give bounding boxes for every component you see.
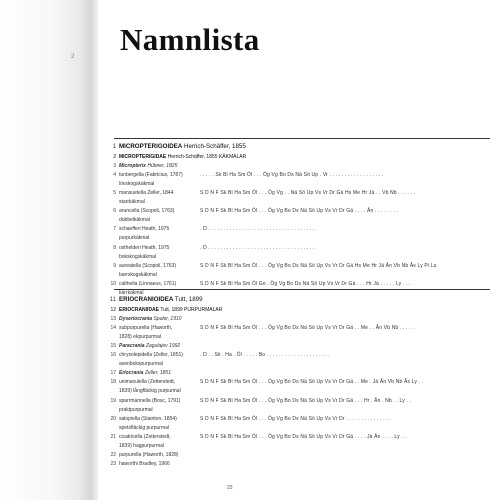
taxon-row — [100, 451, 500, 460]
taxon-row — [100, 271, 500, 280]
page-title: Namnlista — [120, 22, 260, 57]
taxon-row — [100, 324, 500, 333]
province-status: . . . . . Sk Bl Ha Sm Öl . . . Ög Vg Bo Ds Nä Sö Up . Vr . . . . . . . . . . . . . . . . . . — [200, 171, 384, 178]
taxon-number: 21 — [110, 433, 116, 440]
taxon-row — [100, 162, 500, 171]
book-spine-shadow — [0, 0, 98, 500]
margin-mark: 2 — [71, 54, 75, 60]
taxon-name: lövskogskäkmal — [119, 180, 155, 187]
taxon-row — [100, 460, 500, 469]
taxon-number: 4 — [113, 171, 116, 178]
taxon-name: haworthi Bradley, 1966 — [119, 461, 170, 468]
taxon-number: 12 — [110, 306, 116, 313]
page-number: 23 — [227, 485, 233, 491]
province-status: . D . . . . . . . . . . . . . . . . . . . . . . . . . . . . . . . . . . . — [200, 244, 315, 251]
taxon-name: salopiella (Stainton, 1854) — [119, 415, 177, 422]
taxon-row — [100, 406, 500, 415]
taxon-row — [100, 294, 500, 305]
taxon-row — [100, 424, 500, 433]
taxon-name: osthelderi Heath, 1975 — [119, 244, 170, 251]
taxon-name: chrysolepidella (Zeller, 1851) — [119, 352, 183, 358]
taxon-row — [100, 244, 500, 253]
taxon-row — [100, 333, 500, 342]
taxon-name: Micropterix Hübner, 1825 — [119, 162, 178, 169]
taxon-number: 14 — [110, 324, 116, 331]
taxon-name: subpurpurella (Haworth, — [119, 324, 173, 331]
taxon-number: 7 — [113, 226, 116, 233]
taxon-name: 1839) långfläckig purpurmal — [119, 388, 181, 395]
taxon-row — [100, 180, 500, 189]
taxon-name: avenbokspurpurmal — [119, 361, 163, 368]
taxon-number: 10 — [110, 280, 116, 287]
taxon-number: 9 — [113, 262, 116, 269]
taxon-name: dubbelkäkmal — [119, 217, 150, 224]
taxon-row — [100, 369, 500, 378]
taxon-name: mansuetella Zeller, 1844 — [119, 189, 174, 196]
province-status: S D N F Sk Bl Ha Sm Öl Go . Ög Vg Bo Ds Nä Sö Up Vs Vr Dr Gä . . . Hr Jä . . . . . Ly . . . — [200, 280, 411, 287]
taxon-name: unimaculella (Zetterstedt, — [119, 379, 176, 386]
taxon-name: Paracrania Zagulajev 1992 — [119, 342, 181, 349]
province-status: S D N F Sk Bl Ha Sm Öl . . . Ög Vg Bo Ds Nä Sö Up Vs Vr Dr Gä . . . . Jä Ån . . . . Ly . . — [200, 433, 406, 440]
taxon-row — [100, 216, 500, 225]
taxon-number: 23 — [110, 461, 116, 468]
taxon-name: MICROPTERIGOIDEA Herrich-Schäffer, 1855 — [119, 143, 246, 150]
taxon-number: 6 — [113, 208, 116, 215]
taxon-name: starrkäkmal — [119, 199, 145, 205]
taxon-number: 18 — [110, 379, 116, 386]
taxon-row — [100, 351, 500, 360]
taxon-number: 5 — [113, 189, 116, 196]
province-status: S D N F Sk Bl Ha Sm Öl . . . Ög Vg Bo Ds Nä Sö Up Vs Vr Dr Gä . . Me . Jä Ån Vb Nb Ås Ly . . — [200, 379, 424, 386]
document-page — [100, 0, 500, 500]
taxon-row — [100, 207, 500, 216]
taxon-row — [100, 360, 500, 369]
taxon-number: 20 — [110, 415, 116, 422]
taxon-name: sparrmannella (Bosc, 1791) — [119, 397, 181, 404]
province-status: S D N F Sk Bl Ha Sm Öl . . . Ög Vg Bo Ds Nä Sö Up Vs Vr Dr Gä . . . Hr . Ån . Nb . . Ly . . — [200, 397, 412, 404]
taxon-row — [100, 171, 500, 180]
taxon-number: 8 — [113, 244, 116, 251]
province-status: S D N F Sk Bl Ha Sm Öl . . . Ög Vg . . Nä Sö Up Vs Vr Dr Gä Hs Me Hr Jä . . Vb Nb . . . . . . — [200, 189, 416, 196]
taxon-name: barrskogskäkmal — [119, 271, 157, 278]
taxon-number: 1 — [112, 143, 116, 150]
taxon-name: 1828) ekpurpurmal — [119, 333, 161, 340]
taxon-name: 1839) hagpurpurmal — [119, 443, 165, 449]
taxon-row — [100, 415, 500, 424]
taxon-name: ERIOCRANIIDAE Tutt, 1899 PURPURMALAR — [119, 306, 223, 313]
taxon-row — [100, 397, 500, 406]
taxon-row — [100, 234, 500, 243]
taxon-name: cicatricella (Zetterstedt, — [119, 433, 171, 440]
taxon-row — [100, 225, 500, 234]
taxon-row — [100, 189, 500, 198]
taxon-name: spetsfläckig purpurmal — [119, 424, 170, 431]
taxon-name: aureatella (Scopoli, 1763) — [119, 262, 176, 269]
taxon-name: tunbergella (Fabricius, 1787) — [119, 171, 183, 178]
taxon-row — [100, 306, 500, 315]
province-status: S D N F Sk Bl Ha Sm Öl . . . Ög Vg Bo Ds Nä Sö Up Vs Vr Dr Gä . . . . Ån . . . . . . . . — [200, 208, 399, 215]
taxon-name: MICROPTERIGIDAE Herrich-Schäffer, 1855 KÄKMALAR — [119, 153, 247, 160]
taxon-number: 13 — [110, 315, 116, 322]
taxon-name: aruncella (Scopoli, 1763) — [119, 208, 175, 215]
section-rule — [114, 138, 490, 139]
taxon-name: Eriocrania Zeller, 1851 — [119, 370, 171, 377]
province-status: S D N F Sk Bl Ha Sm Öl . . . Ög Vg Bo Ds Nä Sö Up Vs Vr Dr Gä . . Me . . Ån Vb Nb . . . . . — [200, 324, 414, 331]
taxon-number: 22 — [110, 452, 116, 459]
taxon-number: 11 — [109, 296, 116, 303]
taxon-row — [100, 262, 500, 271]
taxon-number: 19 — [110, 397, 116, 404]
taxon-row — [100, 387, 500, 396]
taxon-name: purpurkäkmal — [119, 235, 150, 242]
province-status: . D . . . . . . . . . . . . . . . . . . . . . . . . . . . . . . . . . . . — [200, 226, 315, 233]
taxon-row — [100, 253, 500, 262]
taxon-number: 2 — [113, 153, 116, 160]
taxon-row — [100, 315, 500, 324]
taxon-name: Dyseriocrania Spuler, 1910 — [119, 315, 182, 322]
province-status: S D N F Sk Bl Ha Sm Öl . . . Ög Vg Bo Ds Nä Sö Up Vs Vr Dr . . . . . . . . . . . . . . . — [200, 415, 391, 422]
taxon-name: ERIOCRANIOIDEA Tutt, 1899 — [119, 296, 203, 303]
taxon-name: purpurella (Haworth, 1828) — [119, 452, 179, 459]
taxon-name: kärrkäkmal — [119, 290, 144, 296]
taxon-row — [100, 433, 500, 442]
province-status: S D N F Sk Bl Ha Sm Öl . . . Ög Vg Bo Ds Nä Sö Up Vs Vr Dr Gä Hs Me Hr Jä Ån Vb Nb Ås Ly Pi Lu — [200, 262, 437, 269]
section-rule — [114, 289, 490, 290]
province-status: . D . . Sk . Ha . Öl . . . . . Bo . . . . . . . . . . . . . . . . . . . . . — [200, 352, 330, 358]
taxon-name: schaefferi Heath, 1975 — [119, 226, 170, 233]
taxon-name: calthella (Linnaeus, 1761) — [119, 280, 177, 287]
taxon-row — [100, 280, 500, 289]
taxon-row — [100, 378, 500, 387]
taxon-name: praktpurpurmal — [119, 406, 153, 413]
taxon-number: 3 — [113, 162, 116, 169]
taxon-number: 16 — [110, 352, 116, 358]
taxon-row — [100, 141, 500, 152]
taxon-row — [100, 153, 500, 162]
taxon-row — [100, 442, 500, 451]
taxon-row — [100, 198, 500, 207]
taxon-row — [100, 342, 500, 351]
taxon-name: bokskogskäkmal — [119, 253, 156, 260]
taxon-number: 15 — [110, 342, 116, 349]
taxon-number: 17 — [110, 370, 116, 377]
